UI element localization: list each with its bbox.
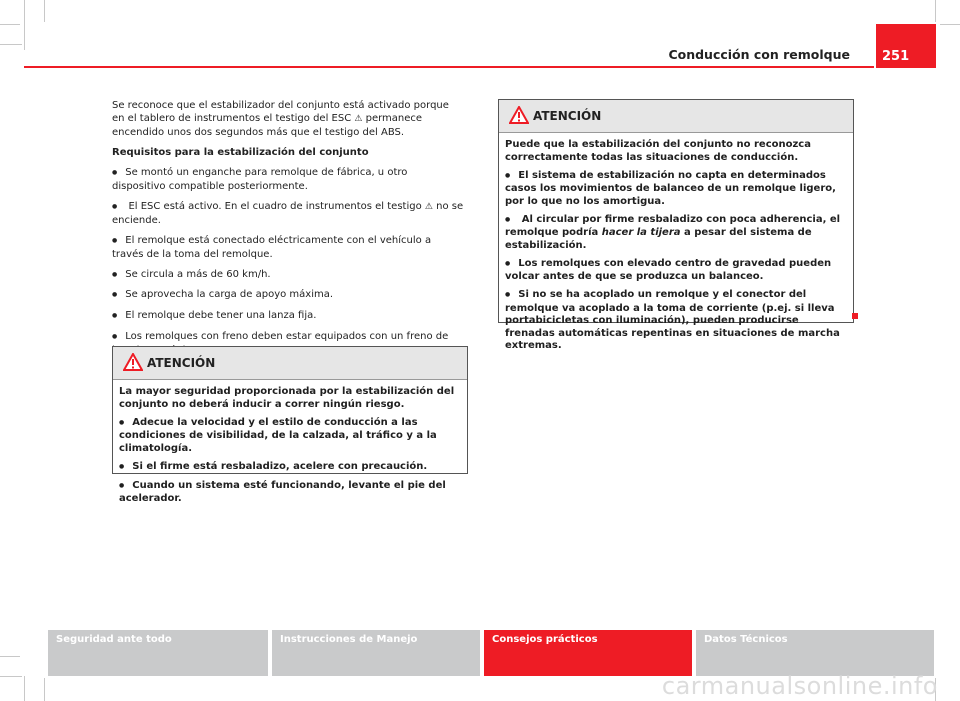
crop-mark — [24, 0, 25, 50]
tab-instrucciones[interactable] — [272, 630, 480, 676]
warning-triangle-icon — [123, 353, 143, 371]
intro-paragraph: Se reconoce que el estabilizador del conjunto está activado porque en el tablero de instrumentos el testigo del ESC ⚠ permanece encendido unos dos segundos más que el testigo del ABS. — [112, 100, 449, 139]
tab-label: Instrucciones de Manejo — [280, 634, 418, 645]
warning-box-right — [498, 99, 854, 351]
trailer-warning-light-icon: ⚠ — [424, 201, 433, 212]
list-item: ● Se aprovecha la carga de apoyo máxima. — [112, 288, 464, 302]
tab-label: Datos Técnicos — [704, 634, 788, 645]
crop-mark — [0, 44, 22, 45]
list-item: ● Si el firme está resbaladizo, acelere con precaución. — [119, 461, 461, 475]
tab-datos[interactable] — [696, 630, 934, 676]
crop-mark — [0, 24, 20, 25]
list-item: ● Se circula a más de 60 km/h. — [112, 268, 464, 282]
tab-seguridad[interactable] — [48, 630, 268, 676]
crop-mark — [44, 0, 45, 22]
crop-mark — [44, 678, 45, 701]
warning-header — [113, 347, 467, 380]
list-item: ● El sistema de estabilización no capta en determinados casos los movimientos de balanceo de un remolque ligero, por lo que no los amortigua. — [505, 170, 847, 209]
list-item: ● El remolque debe tener una lanza fija. — [112, 309, 464, 323]
list-item: ● El ESC está activo. En el cuadro de instrumentos el testigo ⚠ no se enciende. — [112, 200, 464, 227]
tab-consejos[interactable] — [484, 630, 692, 676]
page-title: Conducción con remolque — [668, 47, 850, 62]
tab-label: Consejos prácticos — [492, 634, 598, 645]
page-number-box — [876, 24, 936, 68]
crop-mark — [0, 676, 22, 677]
section-end-mark — [852, 313, 858, 319]
warning-title: ATENCIÓN — [147, 356, 216, 370]
tab-label: Seguridad ante todo — [56, 634, 172, 645]
left-column — [112, 99, 464, 364]
list-item: ● Los remolques con elevado centro de gravedad pueden volcar antes de que se produzca un balanceo. — [505, 258, 847, 284]
crop-mark — [940, 24, 960, 25]
warning-body — [113, 380, 467, 513]
crop-mark — [24, 676, 25, 701]
list-item: ● Adecue la velocidad y el estilo de conducción a las condiciones de visibilidad, de la calzada, al tráfico y a la climatología. — [119, 417, 461, 456]
list-item: ● Se montó un enganche para remolque de fábrica, u otro dispositivo compatible posteriormente. — [112, 166, 464, 193]
requisites-heading: Requisitos para la estabilización del conjunto — [112, 147, 369, 159]
list-item: ● El remolque está conectado eléctricamente con el vehículo a través de la toma del remolque. — [112, 234, 464, 261]
list-item: ● Cuando un sistema esté funcionando, levante el pie del acelerador. — [119, 480, 461, 506]
crop-mark — [935, 0, 936, 22]
crop-mark — [0, 656, 20, 657]
warning-box-left — [112, 346, 468, 504]
warning-body — [499, 133, 853, 360]
warning-triangle-icon — [509, 106, 529, 124]
trailer-warning-light-icon: ⚠ — [354, 114, 363, 125]
warning-title: ATENCIÓN — [533, 109, 602, 123]
list-item: ● Al circular por firme resbaladizo con poca adherencia, el remolque podría hacer la tijera a pesar del sistema de estabilización. — [505, 214, 847, 253]
list-item: ● Si no se ha acoplado un remolque y el conector del remolque va acoplado a la toma de corriente (p.ej. si lleva portabicicletas con iluminación), pueden producirse frenadas automáticas repentinas en situaciones de marcha extremas. — [505, 289, 847, 353]
warning-lead: Puede que la estabilización del conjunto no reconozca correctamente todas las situaciones de conducción. — [505, 139, 811, 163]
warning-lead: La mayor seguridad proporcionada por la estabilización del conjunto no deberá inducir a correr ningún riesgo. — [119, 386, 455, 410]
list-item: ● Los remolques con freno deben estar equipados con un freno de — [112, 330, 464, 357]
warning-header — [499, 100, 853, 133]
watermark: carmanualsonline.info — [661, 672, 938, 700]
header-rule — [24, 66, 874, 68]
page-number: 251 — [882, 49, 910, 64]
